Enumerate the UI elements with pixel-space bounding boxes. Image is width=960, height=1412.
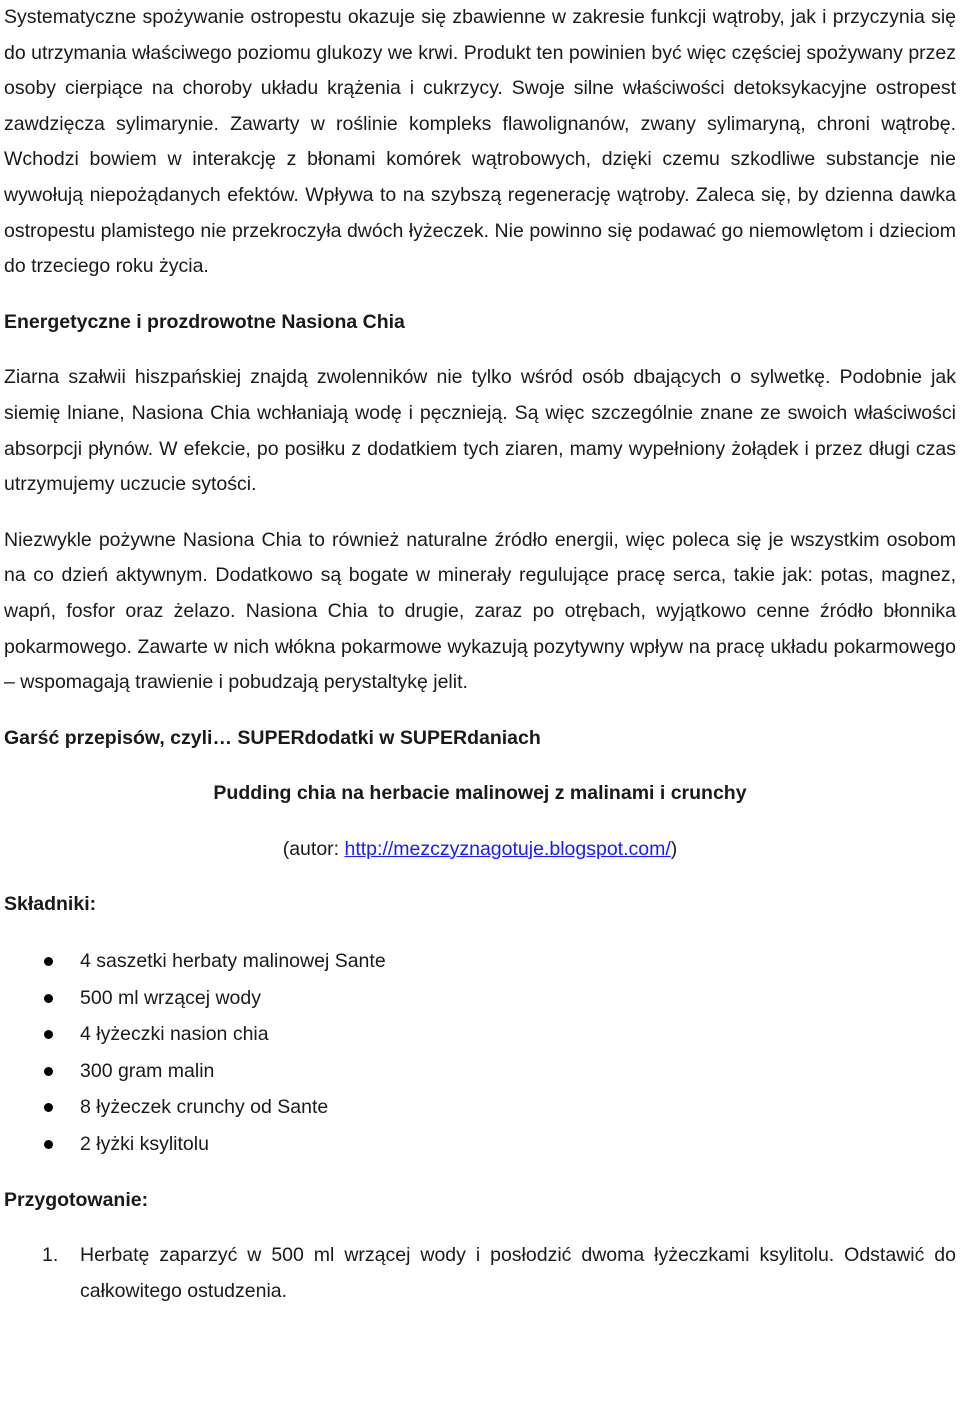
list-item: [4, 980, 956, 1017]
bullet-icon: [44, 1140, 53, 1149]
ingredient-text: 300 gram malin: [80, 1059, 215, 1082]
ingredient-text: 500 ml wrzącej wody: [80, 986, 261, 1009]
ingredient-text: 4 łyżeczki nasion chia: [80, 1023, 269, 1046]
chia-paragraph-2: Niezwykle pożywne Nasiona Chia to również naturalne źródło energii, więc poleca się je wszystkim osobom na co dzień aktywnym. Dodatkowo są bogate w minerały regulujące pracę serca, takie jak: potas, magnez, wapń, fosfor oraz żelazo. Nasiona Chia to drugie, zaraz po otrębach, wyjątkowo cenne źródło błonnika pokarmowego. Zawarte w nich włókna pokarmowe wykazują pozytywny wpływ na pracę układu pokarmowego – wspomagają trawienie i pobudzają perystaltykę jelit.: [4, 528, 956, 694]
preparation-steps: [4, 1238, 956, 1309]
list-item: [4, 1053, 956, 1090]
step-text: Herbatę zaparzyć w 500 ml wrzącej wody i posłodzić dwoma łyżeczkami ksylitolu. Odstawić do całkowitego ostudzenia.: [80, 1244, 956, 1302]
ingredient-text: 4 saszetki herbaty malinowej Sante: [80, 950, 386, 973]
chia-paragraph-1: Ziarna szałwii hiszpańskiej znajdą zwolenników nie tylko wśród osób dbających o sylwetkę. Podobnie jak siemię lniane, Nasiona Chia wchłaniają wodę i pęcznieją. Są więc szczególnie znane ze swoich właściwości absorpcji płynów. W efekcie, po posiłku z dodatkiem tych ziaren, mamy wypełniony żołądek i przez długi czas utrzymujemy uczucie sytości.: [4, 366, 956, 496]
list-item: [4, 943, 956, 980]
bullet-icon: [44, 957, 53, 966]
intro-paragraph: Systematyczne spożywanie ostropestu okazuje się zbawienne w zakresie funkcji wątroby, jak i przyczynia się do utrzymania właściwego poziomu glukozy we krwi. Produkt ten powinien być więc częściej spożywany przez osoby cierpiące na choroby układu krążenia i cukrzycy. Swoje silne właściwości detoksykacyjne ostropest zawdzięcza sylimarynie. Zawarty w roślinie kompleks flawolignanów, zwany sylimaryną, chroni wątrobę. Wchodzi bowiem w interakcję z błonami komórek wątrobowych, dzięki czemu szkodliwe substancje nie wywołują niepożądanych efektów. Wpływa to na szybszą regenerację wątroby. Zaleca się, by dzienna dawka ostropestu plamistego nie przekroczyła dwóch łyżeczek. Nie powinno się podawać go niemowlętom i dzieciom do trzeciego roku życia.: [4, 6, 956, 278]
author-suffix: ): [670, 837, 678, 860]
document-page: [4, 0, 956, 1309]
list-item: [4, 1126, 956, 1163]
bullet-icon: [44, 1030, 53, 1039]
bullet-icon: [44, 1103, 53, 1112]
step-number: 1.: [42, 1244, 59, 1267]
ingredients-heading: Składniki:: [4, 893, 97, 916]
list-item: [4, 1238, 956, 1309]
ingredient-text: 8 łyżeczek crunchy od Sante: [80, 1096, 329, 1119]
list-item: [4, 1016, 956, 1053]
bullet-icon: [44, 994, 53, 1003]
author-prefix: (autor:: [282, 837, 345, 860]
ingredient-text: 2 łyżki ksylitolu: [80, 1133, 209, 1156]
chia-heading: Energetyczne i prozdrowotne Nasiona Chia: [4, 310, 405, 333]
bullet-icon: [44, 1067, 53, 1076]
recipe-title: Pudding chia na herbacie malinowej z malinami i crunchy: [213, 782, 747, 805]
recipes-heading: Garść przepisów, czyli… SUPERdodatki w SUPERdaniach: [4, 726, 541, 749]
recipe-author: [4, 832, 956, 868]
preparation-heading: Przygotowanie:: [4, 1188, 149, 1211]
ingredients-list: [4, 943, 956, 1163]
author-link[interactable]: http://mezczyznagotuje.blogspot.com/: [344, 837, 671, 860]
list-item: [4, 1089, 956, 1126]
